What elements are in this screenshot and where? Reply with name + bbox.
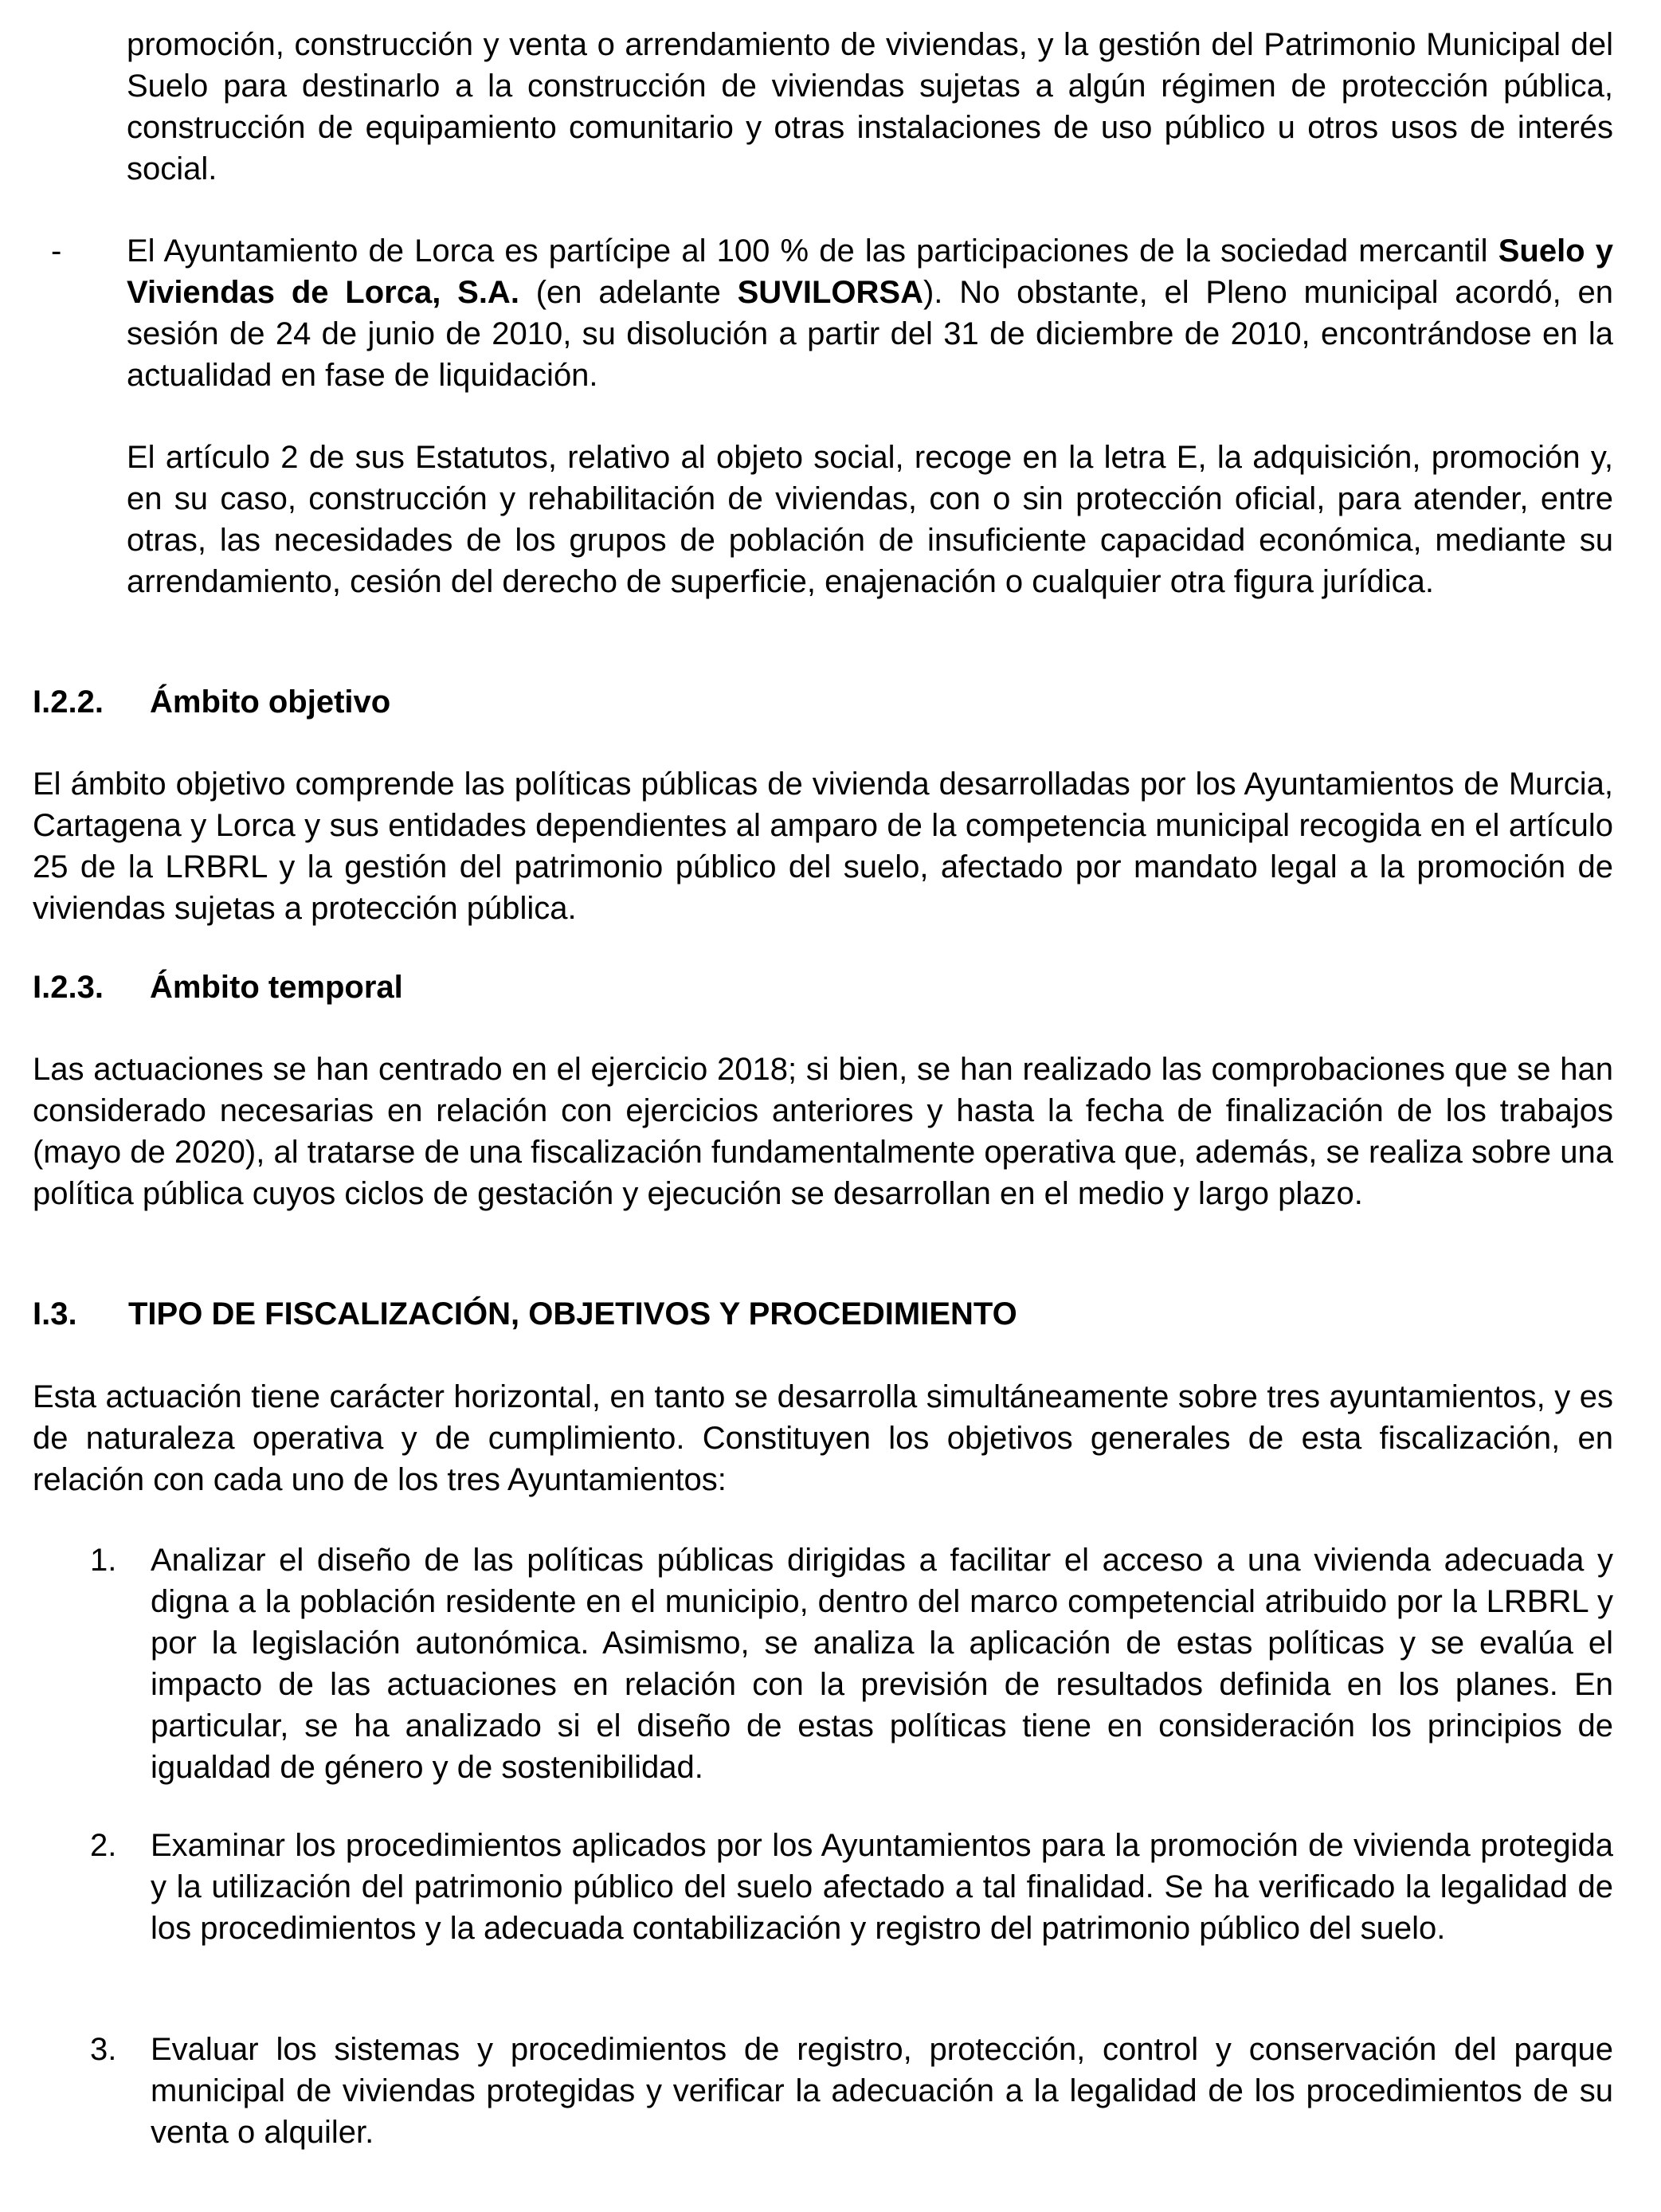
company-acronym: SUVILORSA <box>737 275 923 310</box>
bullet-text-part2: (en adelante <box>519 275 738 310</box>
list-item-number: 3. <box>90 2032 117 2067</box>
heading-number: I.2.2. <box>33 684 104 720</box>
list-item-text: Analizar el diseño de las políticas públicas dirigidas a facilitar el acceso a una vivienda adecuada y digna a la población residente en el municipio, dentro del marco competencial atribuido por la LRBRL y por la legislación autonómica. Asimismo, se analiza la aplicación de estas políticas y se evalúa el impacto de las actuaciones en relación con la previsión de resultados definida en los planes. En particular, se ha analizado si el diseño de estas políticas tiene en consideración los principios de igualdad de género y de sostenibilidad. <box>151 1543 1613 1785</box>
paragraph-tipo-fiscalizacion: Esta actuación tiene carácter horizontal, en tanto se desarrolla simultáneamente sobre tres ayuntamientos, y es de naturaleza operativa y de cumplimiento. Constituyen los objetivos generales de esta fiscalización, en relación con cada uno de los tres Ayuntamientos: <box>33 1379 1613 1497</box>
heading-number: I.3. <box>33 1296 77 1332</box>
list-item-number: 2. <box>90 1828 117 1863</box>
bullet-marker: - <box>51 233 62 269</box>
heading-title: TIPO DE FISCALIZACIÓN, OBJETIVOS Y PROCEDIMIENTO <box>128 1296 1017 1332</box>
paragraph-ambito-temporal: Las actuaciones se han centrado en el ejercicio 2018; si bien, se han realizado las comprobaciones que se han considerado necesarias en relación con ejercicios anteriores y hasta la fecha de finalización de los trabajos (mayo de 2020), al tratarse de una fiscalización fundamentalmente operativa que, además, se realiza sobre una política pública cuyos ciclos de gestación y ejecución se desarrollan en el medio y largo plazo. <box>33 1052 1613 1211</box>
company-name: Suelo y Viviendas de Lorca, S.A. <box>127 233 1614 310</box>
bullet-text-part3: ). No obstante, el Pleno municipal acordó, en sesión de 24 de junio de 2010, su disolución a partir del 31 de diciembre de 2010, encontrándose en la actualidad en fase de liquidación. <box>127 275 1613 393</box>
heading-ambito-temporal <box>33 967 1613 1008</box>
heading-number: I.2.3. <box>33 970 104 1005</box>
paragraph-ambito-objetivo: El ámbito objetivo comprende las políticas públicas de vivienda desarrolladas por los Ayuntamientos de Murcia, Cartagena y Lorca y sus entidades dependientes al amparo de la competencia municipal recogida en el artículo 25 de la LRBRL y la gestión del patrimonio público del suelo, afectado por mandato legal a la promoción de viviendas sujetas a protección pública. <box>33 767 1613 926</box>
bullet-text-part1: El Ayuntamiento de Lorca es partícipe al 100 % de las participaciones de la sociedad mercantil <box>127 233 1498 269</box>
heading-ambito-objetivo <box>33 681 1613 723</box>
heading-title: Ámbito temporal <box>150 970 403 1005</box>
heading-tipo-fiscalizacion <box>33 1293 1613 1335</box>
list-item-text: Evaluar los sistemas y procedimientos de registro, protección, control y conservación del parque municipal de viviendas protegidas y verificar la adecuación a la legalidad de los procedimientos de su venta o alquiler. <box>151 2032 1613 2150</box>
paragraph-estatutos: El artículo 2 de sus Estatutos, relativo al objeto social, recoge en la letra E, la adquisición, promoción y, en su caso, construcción y rehabilitación de viviendas, con o sin protección oficial, para atender, entre otras, las necesidades de los grupos de población de insuficiente capacidad económica, mediante su arrendamiento, cesión del derecho de superficie, enajenación o cualquier otra figura jurídica. <box>127 440 1613 599</box>
list-item-number: 1. <box>90 1543 117 1578</box>
heading-title: Ámbito objetivo <box>150 684 391 720</box>
paragraph-patrimonio: promoción, construcción y venta o arrendamiento de viviendas, y la gestión del Patrimonio Municipal del Suelo para destinarlo a la construcción de viviendas sujetas a algún régimen de protección pública, construcción de equipamiento comunitario y otras instalaciones de uso público u otros usos de interés social. <box>127 27 1613 186</box>
paragraph-suvilorsa <box>127 230 1613 396</box>
list-item-text: Examinar los procedimientos aplicados por los Ayuntamientos para la promoción de vivienda protegida y la utilización del patrimonio público del suelo afectado a tal finalidad. Se ha verificado la legalidad de los procedimientos y la adecuada contabilización y registro del patrimonio público del suelo. <box>151 1828 1613 1946</box>
